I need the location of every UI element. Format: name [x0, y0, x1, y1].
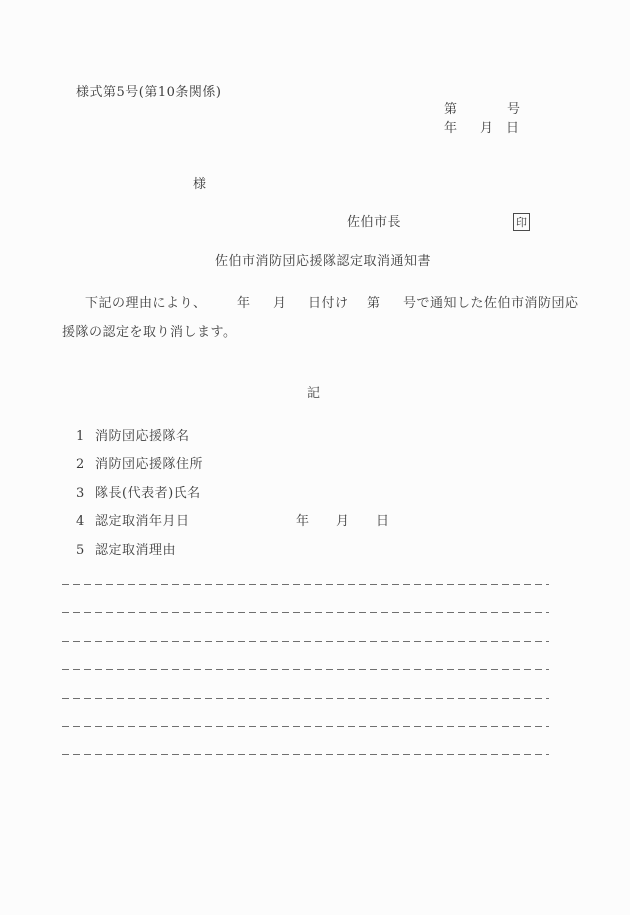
item-4-month-label: 月: [336, 514, 350, 529]
ruled-line: [62, 726, 549, 727]
date-year-label: 年: [444, 121, 458, 136]
addressee-suffix: 様: [193, 177, 207, 192]
ruled-line: [62, 612, 549, 613]
date-day-label: 日: [506, 121, 520, 136]
item-2-number: 2: [76, 457, 85, 472]
seal-label: 印: [516, 216, 527, 229]
body-line1-rest: 号で通知した佐伯市消防団応: [403, 296, 579, 311]
body-line1-month: 月: [273, 296, 287, 311]
body-line1-year: 年: [237, 296, 251, 311]
item-1-number: 1: [76, 429, 85, 444]
item-4-label: 認定取消年月日: [95, 514, 190, 529]
item-5-number: 5: [76, 543, 85, 558]
item-3-number: 3: [76, 486, 85, 501]
ruled-line: [62, 641, 549, 642]
item-2-label: 消防団応援隊住所: [95, 457, 204, 472]
item-4-year-label: 年: [296, 514, 310, 529]
item-3-label: 隊長(代表者)氏名: [95, 486, 201, 501]
doc-no-dai: 第: [444, 102, 458, 117]
ki-heading: 記: [307, 386, 321, 401]
body-line2: 援隊の認定を取り消します。: [62, 325, 237, 340]
item-4-number: 4: [76, 514, 85, 529]
ruled-line: [62, 584, 549, 585]
item-4-day-label: 日: [376, 514, 390, 529]
ruled-line: [62, 669, 549, 670]
item-5-label: 認定取消理由: [95, 543, 177, 558]
date-month-label: 月: [480, 121, 494, 136]
seal-mark: [513, 213, 530, 231]
document-title: 佐伯市消防団応援隊認定取消通知書: [215, 254, 432, 269]
ruled-line: [62, 698, 549, 699]
body-line1-day: 日付け: [308, 296, 349, 311]
item-1-label: 消防団応援隊名: [95, 429, 190, 444]
body-line1-intro: 下記の理由により、: [85, 296, 207, 311]
form-number: 様式第5号(第10条関係): [76, 85, 222, 100]
sender-name: 佐伯市長: [347, 215, 402, 230]
ruled-line: [62, 754, 549, 755]
body-line1-dai: 第: [367, 296, 381, 311]
doc-no-go: 号: [507, 102, 521, 117]
